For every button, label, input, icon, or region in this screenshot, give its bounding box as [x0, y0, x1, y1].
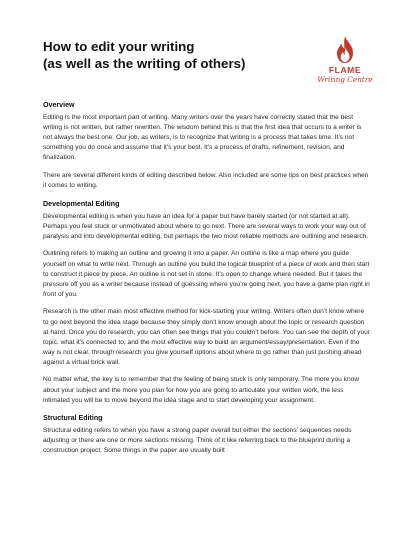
section-heading-structural: Structural Editing — [43, 414, 103, 423]
paragraph: Editing is the most important part of writing. Many writers over the years have correctly stated that the best writing is not written, but rather rewritten. The wisdom behind this is that the first idea that occurs to a writer is not always the best one. Our job, as writers, is to recognize that writing is a process that takes time. It’s not something you do once and assume that it’s your best. It’s a process of drafts, refinement, revision, and finalization. — [43, 114, 362, 162]
page-title — [43, 38, 293, 72]
paragraph: No matter what, the key is to remember that the feeling of being stuck is only temporary. The more you know about your subject and the more you plan for how you are going to articulate your written work, the less intimated you will be to move beyond the idea stage and to start developing your assignment. — [43, 376, 360, 404]
flame-icon — [333, 35, 357, 65]
title-line: How to edit your writing — [43, 39, 195, 54]
section-heading-overview: Overview — [43, 101, 75, 109]
paragraph: Structural editing refers to when you have a strong paper overall but either the sections’ sequences needs adjusting or there are one or more sections missing. Think of it like referring back to the blueprint during a construction project. Some things in the paper are usually built — [43, 427, 352, 455]
document-body — [43, 100, 370, 464]
flame-writing-centre-logo — [316, 35, 374, 95]
section-heading-developmental: Developmental Editing — [43, 199, 120, 208]
logo-name: FLAME — [328, 65, 362, 75]
paragraph: Outlining refers to making an outline and growing it into a paper. An outline is like a map where you guide yourself on what to write next. Through an outline you build the logical blueprint of a piece of work and then start to construct it piece by piece. An outline is not set in stone. It’s open to change where needed. But it takes the pressure off you as a writer because instead of guessing where you’re going next, you have a game plan right in front of you. — [43, 250, 370, 298]
paragraph: There are several different kinds of editing described below. Also included are some tips on best practices when it comes to writing. — [43, 171, 369, 190]
title-line: (as well as the writing of others) — [43, 56, 246, 71]
paragraph: Research is the other main most effective method for kick-starting your writing. Writers often don’t know where to go next beyond the idea stage because they simply don’t know enough about the topic or research question at hand. Once you do research, you can often see things that you couldn’t before. You can see the depth of your topic, what it’s connected to, and the most effective way to build an argument/essay/presentation. Even if the way is not clear, through research you give yourself options about where to go rather than just pushing ahead against a virtual brick wall. — [43, 308, 370, 366]
paragraph: Developmental editing is when you have an idea for a paper but have barely started (or not started at all). Perhaps you feel stuck or unmotivated about where to go next. There are several ways to work your way out of paralysis and into developmental editing, but perhaps the two most reliable methods are outlining and research. — [43, 212, 369, 240]
logo-subtitle: Writing Centre — [317, 75, 373, 84]
